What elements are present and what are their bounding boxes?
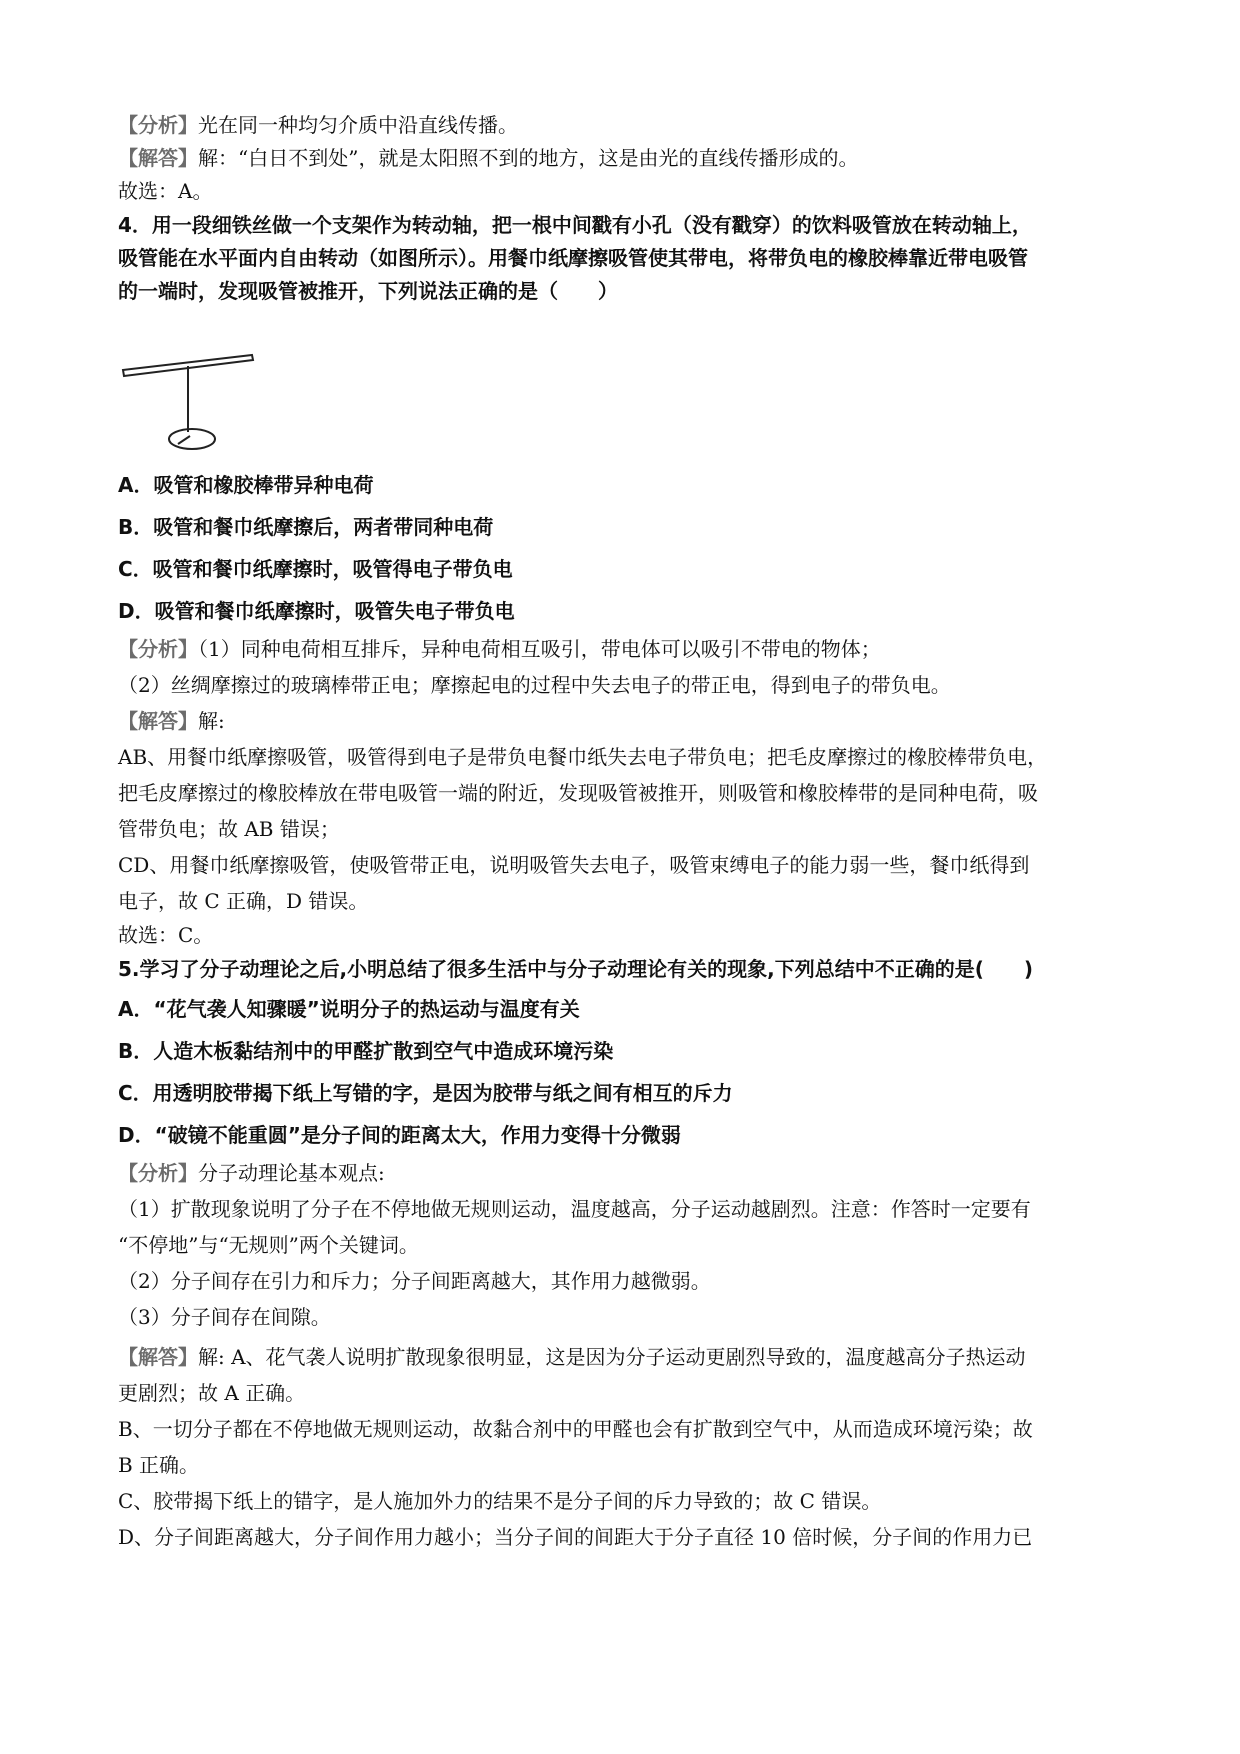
q4-answer-intro-text: 解: [198,709,225,733]
q5-answer-line-1: 更剧烈；故 A 正确。 [118,1381,306,1405]
q5-answer-intro [118,1342,1026,1372]
answer-tag: 【解答】 [118,709,198,733]
q3-choice: 故选：A。 [118,179,213,203]
analysis-tag: 【分析】 [118,637,198,661]
q4-answer-intro [118,706,225,736]
q5-answer-intro-text: 解: A、花气袭人说明扩散现象很明显，这是因为分子运动更剧烈导致的，温度越高分子热运动 [198,1345,1026,1369]
straw-image [123,355,253,449]
answer-tag: 【解答】 [118,146,198,170]
q4-analysis-line-2: （2）丝绸摩擦过的玻璃棒带正电；摩擦起电的过程中失去电子的带正电，得到电子的带负电。 [118,673,951,697]
q4-answer-line-5: 电子，故 C 正确，D 错误。 [118,889,369,913]
analysis-tag: 【分析】 [118,1161,198,1185]
q5-answer-line-2: B、一切分子都在不停地做无规则运动，故黏合剂中的甲醛也会有扩散到空气中，从而造成环境污染；故 [118,1417,1033,1441]
q4-option-d: D．吸管和餐巾纸摩擦时，吸管失电子带负电 [118,599,515,623]
answer-tag: 【解答】 [118,1345,198,1369]
q4-analysis-line-1 [118,634,881,664]
q5-option-c: C．用透明胶带揭下纸上写错的字，是因为胶带与纸之间有相互的斥力 [118,1081,733,1105]
q5-analysis-line-4: （3）分子间存在间隙。 [118,1305,331,1329]
q4-answer-line-3: 管带负电；故 AB 错误； [118,817,340,841]
q4-option-b: B．吸管和餐巾纸摩擦后，两者带同种电荷 [118,515,494,539]
q5-analysis-intro-text: 分子动理论基本观点: [198,1161,385,1185]
q4-stem-line-2: 吸管能在水平面内自由转动（如图所示）。用餐巾纸摩擦吸管使其带电，将带负电的橡胶棒靠近带电吸管 [118,246,1028,270]
q5-option-a: A．“花气袭人知骤暖”说明分子的热运动与温度有关 [118,997,580,1021]
q4-stem-line-1: 4．用一段细铁丝做一个支架作为转动轴，把一根中间戳有小孔（没有戳穿）的饮料吸管放在转动轴上， [118,213,1032,237]
q5-option-b: B．人造木板黏结剂中的甲醛扩散到空气中造成环境污染 [118,1039,614,1063]
q3-answer-text: 解：“白日不到处”，就是太阳照不到的地方，这是由光的直线传播形成的。 [198,146,859,170]
q4-answer-line-4: CD、用餐巾纸摩擦吸管，使吸管带正电，说明吸管失去电子，吸管束缚电子的能力弱一些，餐巾纸得到 [118,853,1030,877]
q4-answer-line-1: AB、用餐巾纸摩擦吸管，吸管得到电子是带负电餐巾纸失去电子带负电；把毛皮摩擦过的橡胶棒带负电， [118,745,1048,769]
q5-answer-line-4: C、胶带揭下纸上的错字，是人施加外力的结果不是分子间的斥力导致的；故 C 错误。 [118,1489,882,1513]
q5-analysis-line-1: （1）扩散现象说明了分子在不停地做无规则运动，温度越高，分子运动越剧烈。注意：作答时一定要有 [118,1197,1031,1221]
q4-option-a: A．吸管和橡胶棒带异种电荷 [118,473,374,497]
q4-option-c: C．吸管和餐巾纸摩擦时，吸管得电子带负电 [118,557,513,581]
straw-pivot-diagram [120,352,295,462]
q5-analysis-intro [118,1158,385,1188]
q5-option-d: D．“破镜不能重圆”是分子间的距离太大，作用力变得十分微弱 [118,1123,681,1147]
q5-analysis-line-2: “不停地”与“无规则”两个关键词。 [118,1233,419,1257]
q3-answer-line [118,143,858,173]
q5-stem: 5.学习了分子动理论之后,小明总结了很多生活中与分子动理论有关的现象,下列总结中不正确的是( ) [118,957,1033,981]
q4-stem-line-3: 的一端时，发现吸管被推开，下列说法正确的是（ ） [118,279,618,303]
q3-analysis-text: 光在同一种均匀介质中沿直线传播。 [198,113,518,137]
q5-answer-line-5: D、分子间距离越大，分子间作用力越小；当分子间的间距大于分子直径 10 倍时候，分子间的作用力已 [118,1525,1033,1549]
q4-choice: 故选：C。 [118,923,214,947]
q5-analysis-line-3: （2）分子间存在引力和斥力；分子间距离越大，其作用力越微弱。 [118,1269,711,1293]
q3-analysis-line [118,110,518,140]
q5-answer-line-3: B 正确。 [118,1453,200,1477]
q4-analysis-text-1: （1）同种电荷相互排斥，异种电荷相互吸引，带电体可以吸引不带电的物体； [198,637,881,661]
q4-answer-line-2: 把毛皮摩擦过的橡胶棒放在带电吸管一端的附近，发现吸管被推开，则吸管和橡胶棒带的是同种电荷，吸 [118,781,1038,805]
analysis-tag: 【分析】 [118,113,198,137]
